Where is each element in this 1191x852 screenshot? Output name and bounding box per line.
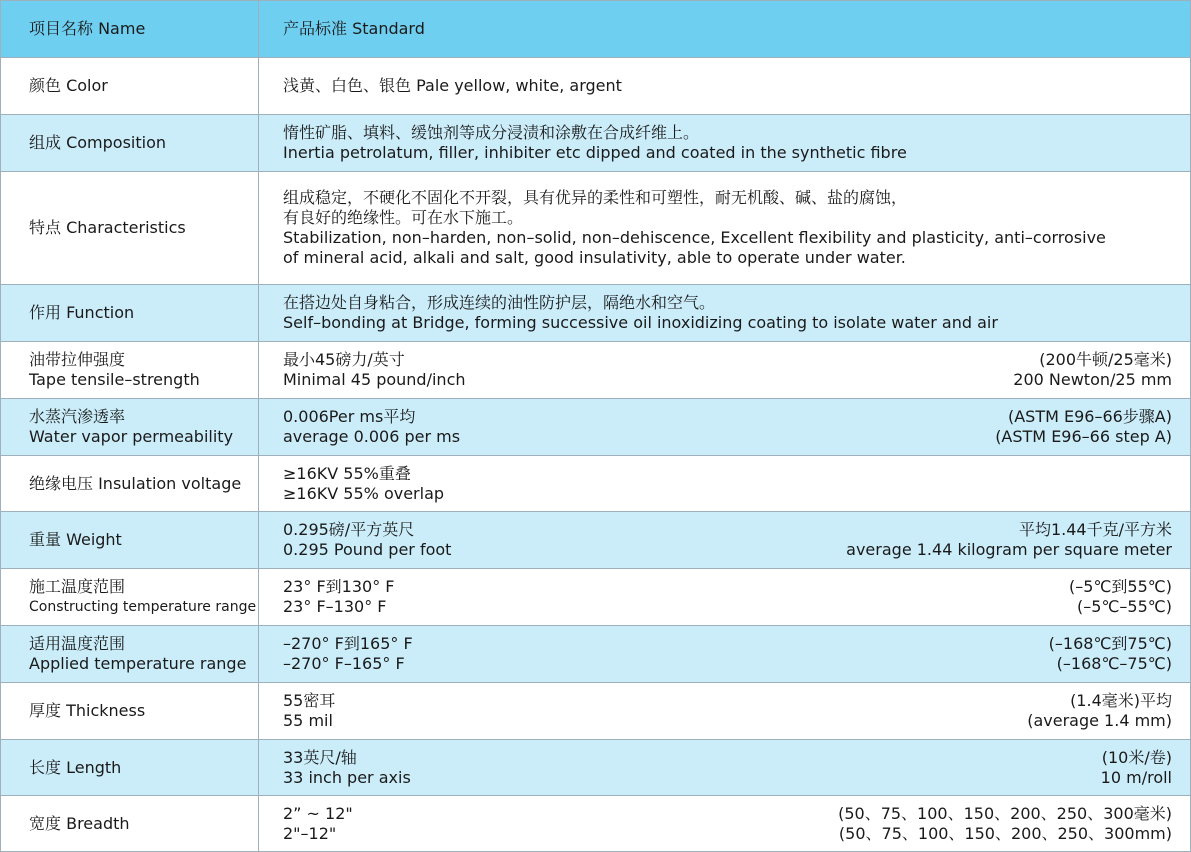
table-row bbox=[1, 796, 1191, 852]
row-name: 宽度 Breadth bbox=[1, 796, 259, 852]
row-value: 在搭边处自身粘合，形成连续的油性防护层，隔绝水和空气。 Self–bonding at Bridge, forming successive oil inoxidizing coating to isolate water and air bbox=[259, 285, 1191, 342]
table-row bbox=[1, 569, 1191, 626]
row-value: 0.295磅/平方英尺 平均1.44千克/平方米 0.295 Pound per foot average 1.44 kilogram per square meter bbox=[259, 512, 1191, 569]
table-row bbox=[1, 342, 1191, 399]
row-name: 重量 Weight bbox=[1, 512, 259, 569]
table-row bbox=[1, 626, 1191, 683]
row-value: –270° F到165° F (–168℃到75℃) –270° F–165° F (–168℃–75℃) bbox=[259, 626, 1191, 683]
header-name: 项目名称 Name bbox=[1, 1, 259, 58]
header-standard: 产品标准 Standard bbox=[259, 1, 1191, 58]
row-value: 最小45磅力/英寸 (200牛顿/25毫米) Minimal 45 pound/inch 200 Newton/25 mm bbox=[259, 342, 1191, 399]
table-row bbox=[1, 172, 1191, 285]
row-value: 55密耳 (1.4毫米)平均 55 mil (average 1.4 mm) bbox=[259, 683, 1191, 740]
row-value: 2” ~ 12" (50、75、100、150、200、250、300毫米) 2"–12" (50、75、100、150、200、250、300mm) bbox=[259, 796, 1191, 852]
row-name: 组成 Composition bbox=[1, 115, 259, 172]
row-name: 特点 Characteristics bbox=[1, 172, 259, 285]
row-value: 组成稳定，不硬化不固化不开裂，具有优异的柔性和可塑性，耐无机酸、碱、盐的腐蚀， 有良好的绝缘性。可在水下施工。 Stabilization, non–harden, non–solid, non–dehiscence, Excellent flexibility and plasticity, anti–corrosive of mineral acid, alkali and salt, good insulativity, able to operate under water. bbox=[259, 172, 1191, 285]
row-name: 长度 Length bbox=[1, 740, 259, 796]
row-value: 0.006Per ms平均 (ASTM E96–66步骤A) average 0.006 per ms (ASTM E96–66 step A) bbox=[259, 399, 1191, 456]
row-name: 施工温度范围 Constructing temperature range bbox=[1, 569, 259, 626]
row-value: 23° F到130° F (–5℃到55℃) 23° F–130° F (–5℃–55℃) bbox=[259, 569, 1191, 626]
row-value: 惰性矿脂、填料、缓蚀剂等成分浸渍和涂敷在合成纤维上。 Inertia petrolatum, filler, inhibiter etc dipped and coated in the synthetic fibre bbox=[259, 115, 1191, 172]
table-header-row bbox=[1, 1, 1191, 58]
row-name: 适用温度范围 Applied temperature range bbox=[1, 626, 259, 683]
row-value: 浅黄、白色、银色 Pale yellow, white, argent bbox=[259, 58, 1191, 115]
table-row bbox=[1, 683, 1191, 740]
table-row bbox=[1, 399, 1191, 456]
row-name: 厚度 Thickness bbox=[1, 683, 259, 740]
row-name: 水蒸汽渗透率 Water vapor permeability bbox=[1, 399, 259, 456]
table-row bbox=[1, 740, 1191, 796]
table-row bbox=[1, 512, 1191, 569]
row-value: 33英尺/轴 (10米/卷) 33 inch per axis 10 m/roll bbox=[259, 740, 1191, 796]
table-row bbox=[1, 456, 1191, 512]
row-name: 颜色 Color bbox=[1, 58, 259, 115]
table-row bbox=[1, 58, 1191, 115]
row-name: 作用 Function bbox=[1, 285, 259, 342]
row-value: ≥16KV 55%重叠 ≥16KV 55% overlap bbox=[259, 456, 1191, 512]
row-name: 绝缘电压 Insulation voltage bbox=[1, 456, 259, 512]
table-row bbox=[1, 285, 1191, 342]
table-row bbox=[1, 115, 1191, 172]
row-name: 油带拉伸强度 Tape tensile–strength bbox=[1, 342, 259, 399]
